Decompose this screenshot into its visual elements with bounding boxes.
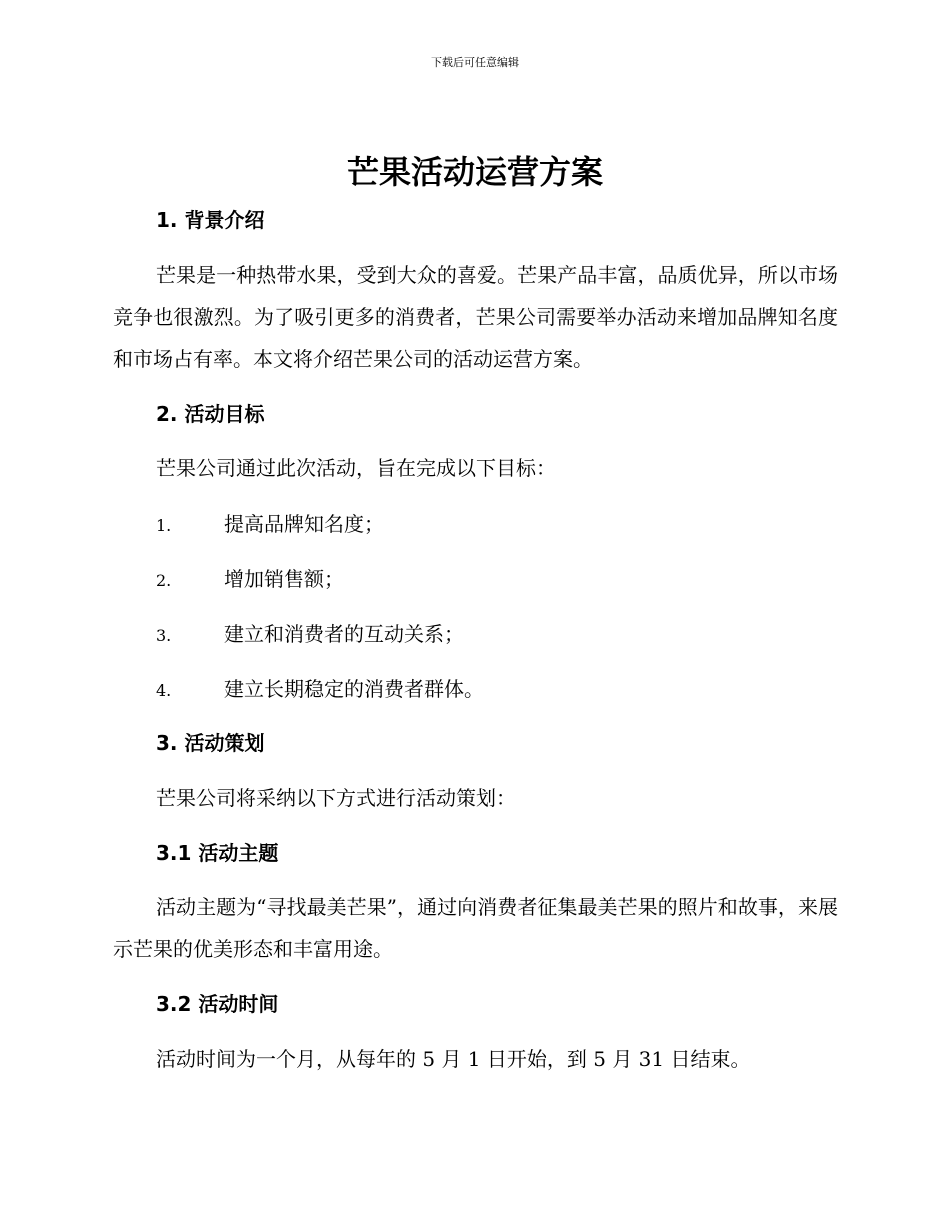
time-paragraph: 活动时间为一个月，从每年的 5 月 1 日开始，到 5 月 31 日结束。 — [156, 1047, 751, 1071]
list-item — [156, 510, 856, 540]
section-heading-planning: 3. 活动策划 — [156, 731, 265, 755]
background-paragraph: 芒果是一种热带水果，受到大众的喜爱。芒果产品丰富，品质优异，所以市场竞争也很激烈。为了吸引更多的消费者，芒果公司需要举办活动来增加品牌知名度和市场占有率。本文将介绍芒果公司的活动运营方案。 — [113, 263, 838, 371]
list-item-text: 建立长期稳定的消费者群体。 — [224, 677, 484, 701]
list-item-text: 建立和消费者的互动关系； — [224, 622, 464, 646]
list-item — [156, 565, 856, 595]
section-heading-goals: 2. 活动目标 — [156, 402, 265, 426]
section-heading-theme: 3.1 活动主题 — [156, 841, 279, 865]
document-title: 芒果活动运营方案 — [346, 153, 603, 191]
section-heading-background: 1. 背景介绍 — [156, 208, 265, 232]
list-item-text: 提高品牌知名度； — [224, 512, 384, 536]
list-item-number: 1. — [156, 516, 172, 535]
list-item — [156, 620, 856, 650]
list-item-number: 3. — [156, 626, 172, 645]
list-item-text: 增加销售额； — [224, 567, 344, 591]
theme-paragraph: 活动主题为“寻找最美芒果”，通过向消费者征集最美芒果的照片和故事，来展示芒果的优美形态和丰富用途。 — [113, 895, 838, 961]
list-item — [156, 675, 856, 705]
planning-intro: 芒果公司将采纳以下方式进行活动策划： — [156, 786, 516, 810]
list-item-number: 4. — [156, 681, 172, 700]
goals-intro: 芒果公司通过此次活动，旨在完成以下目标： — [156, 456, 556, 480]
list-item-number: 2. — [156, 571, 172, 590]
page-header-note: 下载后可任意编辑 — [431, 56, 519, 69]
section-heading-time: 3.2 活动时间 — [156, 992, 279, 1016]
